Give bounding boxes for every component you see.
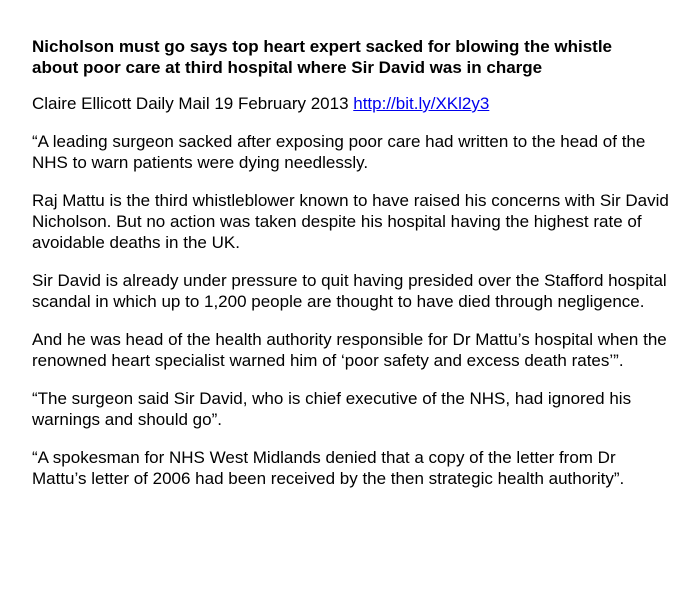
- article-headline: [32, 36, 669, 78]
- paragraph-3: Sir David is already under pressure to quit having presided over the Stafford hospital scandal in which up to 1,200 people are thought to have died through negligence.: [32, 271, 667, 311]
- article-byline: [32, 93, 669, 114]
- source-link[interactable]: http://bit.ly/XKl2y3: [353, 94, 490, 113]
- paragraph-4: And he was head of the health authority responsible for Dr Mattu’s hospital when the renowned heart specialist warned him of ‘poor safety and excess death rates’”.: [32, 330, 667, 370]
- byline-text: Claire Ellicott Daily Mail 19 February 2013: [32, 94, 354, 113]
- paragraph-6: “A spokesman for NHS West Midlands denied that a copy of the letter from Dr Mattu’s letter of 2006 had been received by the then strategic health authority”.: [32, 448, 625, 488]
- headline-line-1: Nicholson must go says top heart expert sacked for blowing the whistle: [32, 37, 613, 56]
- paragraph-1: “A leading surgeon sacked after exposing poor care had written to the head of the NHS to warn patients were dying needlessly.: [32, 132, 646, 172]
- paragraph-5: “The surgeon said Sir David, who is chief executive of the NHS, had ignored his warnings and should go”.: [32, 389, 632, 429]
- paragraph-2: Raj Mattu is the third whistleblower known to have raised his concerns with Sir David Nicholson. But no action was taken despite his hospital having the highest rate of avoidable deaths in the UK.: [32, 191, 669, 252]
- headline-line-2: about poor care at third hospital where Sir David was in charge: [32, 58, 543, 77]
